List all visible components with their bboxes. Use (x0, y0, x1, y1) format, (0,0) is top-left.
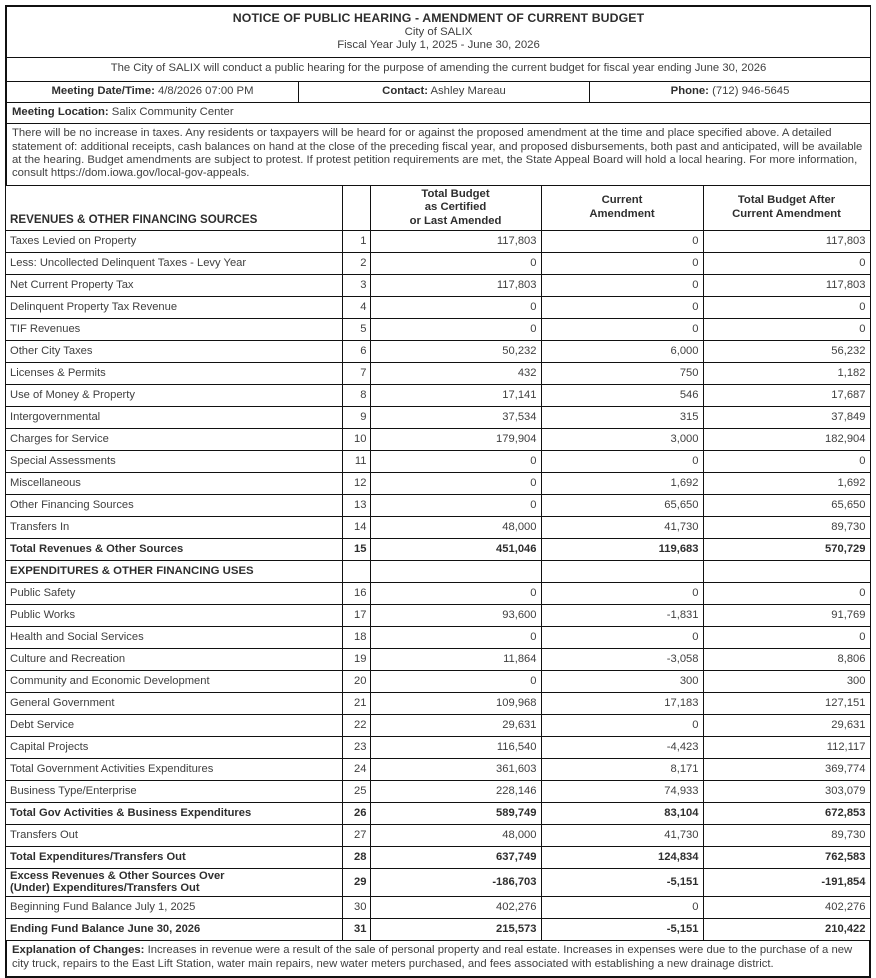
row-value-certified: 109,968 (370, 693, 541, 715)
row-value-amendment: 119,683 (541, 539, 703, 561)
table-row (6, 605, 870, 627)
col-header-current-line2: Amendment (589, 208, 655, 221)
row-label: Total Revenues & Other Sources (6, 539, 342, 561)
table-row (6, 715, 870, 737)
meeting-location-cell (7, 103, 871, 124)
row-line-number: 1 (342, 231, 370, 253)
meeting-location-label: Meeting Location: (12, 106, 109, 119)
row-value-after: -191,854 (703, 869, 870, 897)
notice-body-row (7, 124, 871, 185)
row-value-amendment: 124,834 (541, 847, 703, 869)
row-value-certified: 361,603 (370, 759, 541, 781)
row-value-after: 91,769 (703, 605, 870, 627)
explanation-label: Explanation of Changes: (12, 944, 145, 957)
meeting-location-value: Salix Community Center (111, 106, 234, 119)
row-value-after: 56,232 (703, 341, 870, 363)
row-value-amendment: -4,423 (541, 737, 703, 759)
table-row (6, 363, 870, 385)
row-label: Intergovernmental (6, 407, 342, 429)
table-row (6, 825, 870, 847)
title-row (7, 7, 871, 58)
row-value-certified: 0 (370, 297, 541, 319)
row-label-line1: Excess Revenues & Other Sources Over (10, 870, 225, 883)
table-row (6, 473, 870, 495)
row-label: Use of Money & Property (6, 385, 342, 407)
table-row (6, 737, 870, 759)
row-value-certified: 117,803 (370, 231, 541, 253)
row-value-certified: 0 (370, 671, 541, 693)
row-value-amendment: 41,730 (541, 825, 703, 847)
row-line-number: 29 (342, 869, 370, 897)
row-value-after: 37,849 (703, 407, 870, 429)
row-value-amendment: 0 (541, 627, 703, 649)
phone-value: (712) 946-5645 (712, 84, 790, 97)
row-line-number: 25 (342, 781, 370, 803)
row-value-after: 570,729 (703, 539, 870, 561)
row-value-after: 303,079 (703, 781, 870, 803)
row-value-certified: 589,749 (370, 803, 541, 825)
table-row (6, 231, 870, 253)
row-value-certified: 0 (370, 473, 541, 495)
table-row (6, 275, 870, 297)
row-label: Debt Service (6, 715, 342, 737)
row-line-number: 26 (342, 803, 370, 825)
table-row (6, 759, 870, 781)
revenues-section-header: REVENUES & OTHER FINANCING SOURCES (6, 186, 342, 231)
row-value-amendment: 546 (541, 385, 703, 407)
line-number-header (342, 186, 370, 231)
row-value-certified: 29,631 (370, 715, 541, 737)
row-line-number: 10 (342, 429, 370, 451)
row-value-certified: 0 (370, 495, 541, 517)
table-row (6, 649, 870, 671)
col-header-after-amendment (703, 186, 870, 231)
row-value-amendment: 0 (541, 319, 703, 341)
row-value-certified: 215,573 (370, 919, 541, 941)
table-row (6, 847, 870, 869)
col-header-after-line2: Current Amendment (732, 208, 841, 221)
row-line-number: 17 (342, 605, 370, 627)
row-label (6, 869, 342, 897)
row-value-after: 1,692 (703, 473, 870, 495)
section-blank-certified (370, 561, 541, 583)
row-value-certified: 11,864 (370, 649, 541, 671)
row-value-certified: 451,046 (370, 539, 541, 561)
row-value-amendment: 6,000 (541, 341, 703, 363)
row-label: Transfers In (6, 517, 342, 539)
meeting-datetime-label: Meeting Date/Time: (51, 84, 155, 97)
section-blank-after (703, 561, 870, 583)
table-row (6, 319, 870, 341)
city-name: City of SALIX (404, 25, 473, 38)
notice-body-text: There will be no increase in taxes. Any residents or taxpayers will be heard for or against the proposed amendment at the time and place specified above. A detailed statement of: additional receipts, cash balances on hand at the close of the preceding fiscal year, and proposed disbursements, both past and anticipated, will be available at the hearing. Budget amendments are subject to protest. If protest petition requirements are met, the State Appeal Board will hold a local hearing. For more information, consult https://dom.iowa.gov/local-gov-appeals. (7, 124, 871, 185)
row-value-after: 127,151 (703, 693, 870, 715)
col-header-current-amendment (541, 186, 703, 231)
row-value-amendment: 83,104 (541, 803, 703, 825)
row-value-certified: -186,703 (370, 869, 541, 897)
meeting-info-row (7, 81, 871, 102)
table-row (6, 517, 870, 539)
row-value-amendment: -5,151 (541, 869, 703, 897)
contact-label: Contact: (382, 84, 428, 97)
document-title: NOTICE OF PUBLIC HEARING - AMENDMENT OF CURRENT BUDGET (232, 11, 645, 25)
row-label: General Government (6, 693, 342, 715)
meeting-datetime-value: 4/8/2026 07:00 PM (158, 84, 254, 97)
table-row (6, 781, 870, 803)
row-value-amendment: -1,831 (541, 605, 703, 627)
row-label: Total Gov Activities & Business Expenditures (6, 803, 342, 825)
row-value-amendment: 0 (541, 297, 703, 319)
row-value-after: 0 (703, 253, 870, 275)
col-header-after-line1: Total Budget After (737, 194, 836, 207)
row-value-after: 300 (703, 671, 870, 693)
row-value-certified: 48,000 (370, 825, 541, 847)
title-banner-cell (7, 7, 871, 58)
row-value-after: 0 (703, 319, 870, 341)
col-header-certified-line2: as Certified (424, 201, 487, 214)
row-line-number: 30 (342, 897, 370, 919)
row-value-after: 8,806 (703, 649, 870, 671)
table-row (6, 803, 870, 825)
budget-notice-document (5, 5, 871, 978)
row-line-number: 27 (342, 825, 370, 847)
row-value-certified: 17,141 (370, 385, 541, 407)
row-value-amendment: 17,183 (541, 693, 703, 715)
row-line-number: 20 (342, 671, 370, 693)
row-value-amendment: 0 (541, 231, 703, 253)
row-line-number: 11 (342, 451, 370, 473)
row-value-amendment: -5,151 (541, 919, 703, 941)
row-label (6, 897, 342, 919)
row-label: Miscellaneous (6, 473, 342, 495)
row-line-number: 23 (342, 737, 370, 759)
phone-cell (590, 81, 871, 102)
row-line-number: 31 (342, 919, 370, 941)
row-label: Licenses & Permits (6, 363, 342, 385)
purpose-row (7, 58, 871, 81)
row-value-amendment: 8,171 (541, 759, 703, 781)
explanation-table (6, 940, 870, 977)
explanation-row (7, 941, 870, 977)
row-value-after: 29,631 (703, 715, 870, 737)
row-label: Community and Economic Development (6, 671, 342, 693)
row-label: Public Safety (6, 583, 342, 605)
table-row (6, 297, 870, 319)
col-header-certified-line3: or Last Amended (409, 214, 502, 227)
table-row (6, 495, 870, 517)
row-label: Public Works (6, 605, 342, 627)
row-line-number: 12 (342, 473, 370, 495)
table-row (6, 253, 870, 275)
row-value-after: 65,650 (703, 495, 870, 517)
row-value-certified: 0 (370, 253, 541, 275)
row-value-amendment: 315 (541, 407, 703, 429)
notice-header-table (6, 6, 871, 186)
row-value-after: 1,182 (703, 363, 870, 385)
phone-label: Phone: (670, 84, 709, 97)
row-value-after: 402,276 (703, 897, 870, 919)
row-value-after: 0 (703, 627, 870, 649)
row-line-number: 24 (342, 759, 370, 781)
table-row (6, 583, 870, 605)
row-value-after: 117,803 (703, 231, 870, 253)
row-value-amendment: 300 (541, 671, 703, 693)
row-value-amendment: 0 (541, 275, 703, 297)
row-value-after: 89,730 (703, 517, 870, 539)
row-label: Total Expenditures/Transfers Out (6, 847, 342, 869)
row-value-certified: 0 (370, 319, 541, 341)
table-row (6, 341, 870, 363)
contact-cell (299, 81, 590, 102)
col-header-certified (370, 186, 541, 231)
table-row (6, 451, 870, 473)
row-label-line1: Ending Fund Balance June 30, 2026 (10, 923, 201, 936)
row-value-certified: 50,232 (370, 341, 541, 363)
expenditures-section-header: EXPENDITURES & OTHER FINANCING USES (6, 561, 342, 583)
fiscal-year: Fiscal Year July 1, 2025 - June 30, 2026 (337, 38, 540, 51)
table-row (6, 671, 870, 693)
row-value-after: 762,583 (703, 847, 870, 869)
row-value-amendment: 65,650 (541, 495, 703, 517)
row-line-number: 28 (342, 847, 370, 869)
row-value-certified: 0 (370, 583, 541, 605)
col-header-current-line1: Current (601, 194, 643, 207)
row-value-after: 210,422 (703, 919, 870, 941)
row-value-amendment: 41,730 (541, 517, 703, 539)
row-line-number: 7 (342, 363, 370, 385)
explanation-cell (7, 941, 870, 977)
row-line-number: 14 (342, 517, 370, 539)
row-value-certified: 402,276 (370, 897, 541, 919)
row-value-amendment: 0 (541, 253, 703, 275)
row-value-certified: 432 (370, 363, 541, 385)
row-line-number: 3 (342, 275, 370, 297)
row-label: Health and Social Services (6, 627, 342, 649)
row-line-number: 2 (342, 253, 370, 275)
row-value-certified: 117,803 (370, 275, 541, 297)
row-value-after: 0 (703, 583, 870, 605)
row-label: Total Government Activities Expenditures (6, 759, 342, 781)
budget-financial-table (6, 186, 871, 941)
financial-column-header-row (6, 186, 870, 231)
row-line-number: 5 (342, 319, 370, 341)
table-row (6, 627, 870, 649)
row-value-certified: 637,749 (370, 847, 541, 869)
row-label-line1: Beginning Fund Balance July 1, 2025 (10, 901, 196, 914)
contact-value: Ashley Mareau (430, 84, 506, 97)
hearing-purpose: The City of SALIX will conduct a public hearing for the purpose of amending the current budget for fiscal year ending June 30, 2026 (7, 58, 871, 81)
table-row (6, 869, 870, 897)
col-header-certified-line1: Total Budget (421, 187, 490, 200)
row-line-number: 22 (342, 715, 370, 737)
row-line-number: 21 (342, 693, 370, 715)
row-line-number: 13 (342, 495, 370, 517)
table-row (6, 897, 870, 919)
row-value-after: 17,687 (703, 385, 870, 407)
row-line-number: 18 (342, 627, 370, 649)
row-label: Special Assessments (6, 451, 342, 473)
row-label: Delinquent Property Tax Revenue (6, 297, 342, 319)
expenditures-section-header-row (6, 561, 870, 583)
row-label: Taxes Levied on Property (6, 231, 342, 253)
row-value-certified: 48,000 (370, 517, 541, 539)
row-value-after: 369,774 (703, 759, 870, 781)
row-value-certified: 0 (370, 451, 541, 473)
table-row (6, 693, 870, 715)
row-line-number: 16 (342, 583, 370, 605)
row-value-after: 182,904 (703, 429, 870, 451)
row-value-amendment: 3,000 (541, 429, 703, 451)
row-value-certified: 0 (370, 627, 541, 649)
row-label: Net Current Property Tax (6, 275, 342, 297)
row-value-amendment: -3,058 (541, 649, 703, 671)
table-row (6, 919, 870, 941)
row-label-line2: (Under) Expenditures/Transfers Out (10, 882, 200, 895)
section-blank-amendment (541, 561, 703, 583)
row-label: TIF Revenues (6, 319, 342, 341)
table-row (6, 429, 870, 451)
row-value-after: 0 (703, 451, 870, 473)
explanation-text: Increases in revenue were a result of the sale of personal property and real estate. Increases in expenses were due to the purchase of a new city truck, repairs to the East Lift Station, water main repairs, new water meters purchased, and fees associated with establishing a new drainage district. (12, 944, 853, 970)
table-row (6, 539, 870, 561)
row-value-amendment: 0 (541, 897, 703, 919)
row-label: Business Type/Enterprise (6, 781, 342, 803)
row-value-after: 112,117 (703, 737, 870, 759)
row-line-number: 9 (342, 407, 370, 429)
row-value-certified: 228,146 (370, 781, 541, 803)
row-value-amendment: 0 (541, 451, 703, 473)
meeting-location-row (7, 103, 871, 124)
row-value-after: 117,803 (703, 275, 870, 297)
row-value-certified: 37,534 (370, 407, 541, 429)
row-value-after: 89,730 (703, 825, 870, 847)
row-line-number: 6 (342, 341, 370, 363)
row-value-amendment: 0 (541, 715, 703, 737)
row-value-amendment: 0 (541, 583, 703, 605)
row-label: Transfers Out (6, 825, 342, 847)
row-value-certified: 116,540 (370, 737, 541, 759)
row-value-certified: 179,904 (370, 429, 541, 451)
row-value-certified: 93,600 (370, 605, 541, 627)
row-label: Culture and Recreation (6, 649, 342, 671)
row-value-after: 672,853 (703, 803, 870, 825)
row-label: Other Financing Sources (6, 495, 342, 517)
row-value-after: 0 (703, 297, 870, 319)
row-line-number: 4 (342, 297, 370, 319)
row-value-amendment: 74,933 (541, 781, 703, 803)
row-line-number: 19 (342, 649, 370, 671)
row-value-amendment: 750 (541, 363, 703, 385)
section-blank-line (342, 561, 370, 583)
table-row (6, 385, 870, 407)
row-label: Less: Uncollected Delinquent Taxes - Levy Year (6, 253, 342, 275)
table-row (6, 407, 870, 429)
row-value-amendment: 1,692 (541, 473, 703, 495)
row-label: Charges for Service (6, 429, 342, 451)
row-line-number: 8 (342, 385, 370, 407)
row-label: Other City Taxes (6, 341, 342, 363)
row-label (6, 919, 342, 941)
meeting-datetime-cell (7, 81, 299, 102)
row-label: Capital Projects (6, 737, 342, 759)
row-line-number: 15 (342, 539, 370, 561)
